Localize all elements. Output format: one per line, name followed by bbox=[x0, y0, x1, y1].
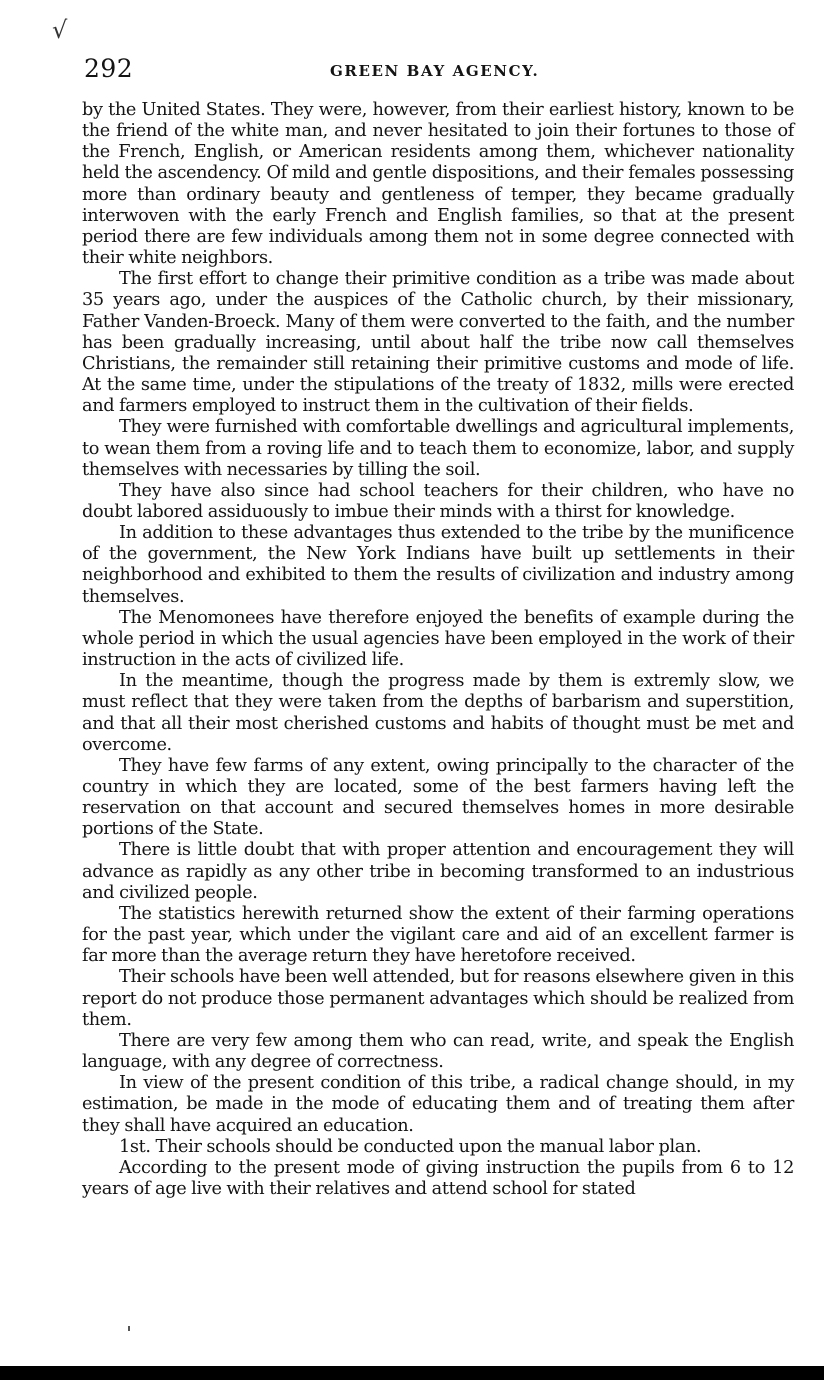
paragraph: In the meantime, though the progress made by them is extremly slow, we must reflect that they were taken from the depths of barbarism and superstition, and that all their most cherished customs and habits of thought must be met and overcome. bbox=[82, 671, 794, 755]
scan-speck bbox=[128, 1326, 130, 1331]
paragraph: According to the present mode of giving instruction the pupils from 6 to 12 years of age live with their relatives and attend school for stated bbox=[82, 1157, 794, 1199]
running-head: GREEN BAY AGENCY. bbox=[330, 62, 540, 80]
paragraph: There is little doubt that with proper attention and encouragement they will advance as rapidly as any other tribe in becoming transformed to an industrious and civilized people. bbox=[82, 840, 794, 903]
paragraph: The statistics herewith returned show the extent of their farming operations for the past year, which under the vigilant care and aid of an excellent farmer is far more than the average return they have heretofore received. bbox=[82, 903, 794, 967]
paragraph: Their schools have been well attended, but for reasons elsewhere given in this report do not produce those permanent advantages which should be realized from them. bbox=[82, 967, 794, 1030]
margin-check-mark: √ bbox=[52, 16, 68, 44]
paragraph: The Menomonees have therefore enjoyed the benefits of example during the whole period in which the usual agencies have been employed in the work of their instruction in the acts of civilized life. bbox=[82, 607, 794, 671]
body-text bbox=[82, 100, 794, 1200]
scan-bottom-edge bbox=[0, 1366, 824, 1380]
paragraph: They have also since had school teachers for their children, who have no doubt labored assiduously to imbue their minds with a thirst for knowledge. bbox=[82, 480, 794, 522]
page-number: 292 bbox=[84, 54, 134, 83]
paragraph: by the United States. They were, however, from their earliest history, known to be the friend of the white man, and never hesitated to join their fortunes to those of the French, English, or American residents among them, whichever nationality held the ascendency. Of mild and gentle dispositions, and their females possessing more than ordinary beauty and gentleness of temper, they became gradually interwoven with the early French and English families, so that at the present period there are few individuals among them not in some degree connected with their white neighbors. bbox=[82, 100, 794, 269]
paragraph: They have few farms of any extent, owing principally to the character of the country in which they are located, some of the best farmers having left the reservation on that account and secured themselves homes in more desirable portions of the State. bbox=[82, 755, 794, 840]
paragraph: In addition to these advantages thus extended to the tribe by the munificence of the government, the New York Indians have built up settlements in their neighborhood and exhibited to them the results of civilization and industry among themselves. bbox=[82, 523, 794, 607]
paragraph: The first effort to change their primitive condition as a tribe was made about 35 years ago, under the auspices of the Catholic church, by their missionary, Father Vanden-Broeck. Many of them were converted to the faith, and the number has been gradually increasing, until about half the tribe now call themselves Christians, the remainder still retaining their primitive customs and mode of life. At the same time, under the stipulations of the treaty of 1832, mills were erected and farmers employed to instruct them in the cultivation of their fields. bbox=[82, 269, 794, 417]
paragraph: In view of the present condition of this tribe, a radical change should, in my estimation, be made in the mode of educating them and of treating them after they shall have acquired an education. bbox=[82, 1073, 794, 1136]
paragraph: 1st. Their schools should be conducted upon the manual labor plan. bbox=[119, 1136, 702, 1157]
page-header bbox=[84, 54, 794, 88]
paragraph: There are very few among them who can read, write, and speak the English language, with any degree of correctness. bbox=[82, 1030, 794, 1073]
paragraph: They were furnished with comfortable dwellings and agricultural implements, to wean them from a roving life and to teach them to economize, labor, and supply themselves with necessaries by tilling the soil. bbox=[82, 417, 794, 480]
